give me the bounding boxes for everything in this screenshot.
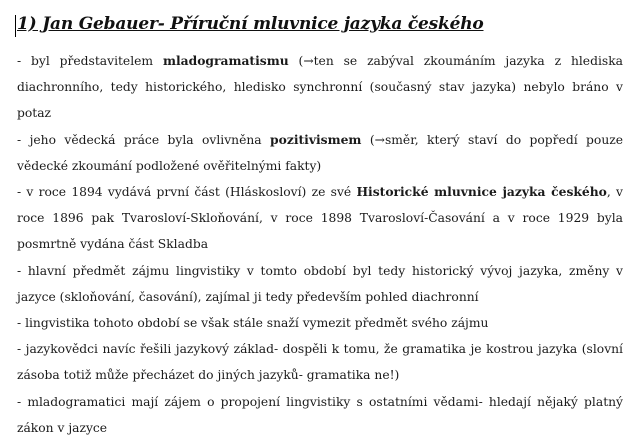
item-text: - byl představitelem <box>17 54 163 68</box>
list-item-2 <box>17 127 623 179</box>
item-text: (→ten se zabýval zkoumáním jazyka z hlediska diachronního, tedy historického, hledisko synchronní (současný stav jazyka) nebylo bráno v potaz <box>17 54 623 121</box>
item-text: - hlavní předmět zájmu lingvistiky v tomto období byl tedy historický vývoj jazyka, změny v jazyce (skloňování, časování), zajímal ji tedy především pohled diachronní <box>17 263 623 304</box>
list-item-1 <box>17 48 623 127</box>
item-bold-term: Historické mluvnice jazyka českého <box>356 184 607 200</box>
list-item-3 <box>17 179 623 258</box>
item-text: - jazykovědci navíc řešili jazykový základ- dospěli k tomu, že gramatika je kostrou jazyka (slovní zásoba totiž může přecházet do jiných jazyků- gramatika ne!) <box>17 342 623 383</box>
item-text: (→směr, který staví do popředí pouze vědecké zkoumání podložené ověřitelnými fakty) <box>17 132 623 173</box>
list-item-4 <box>17 258 623 310</box>
document-body <box>17 48 623 441</box>
list-item-6 <box>17 336 623 388</box>
item-text: - jeho vědecká práce byla ovlivněna <box>17 132 271 147</box>
list-item-5 <box>17 310 623 336</box>
item-bold-term: pozitivismem <box>270 131 362 147</box>
item-text: - lingvistika tohoto období se však stále snaží vymezit předmět svého zájmu <box>17 316 489 331</box>
item-text: - mladogramatici mají zájem o propojení lingvistiky s ostatními vědami- hledají nějaký platný zákon v jazyce <box>17 394 623 435</box>
item-text: , v roce 1896 pak Tvarosloví-Skloňování, v roce 1898 Tvarosloví-Časování a v roce 1929 byla posmrtně vydána část Skladba <box>17 185 623 252</box>
item-bold-term: mladogramatismu <box>162 53 289 68</box>
section-heading: 1) Jan Gebauer- Příruční mluvnice jazyka českého <box>17 14 484 34</box>
list-item-7 <box>17 389 623 441</box>
item-text: - v roce 1894 vydává první část (Hláskosloví) ze své <box>17 185 357 200</box>
text-cursor <box>15 15 16 37</box>
